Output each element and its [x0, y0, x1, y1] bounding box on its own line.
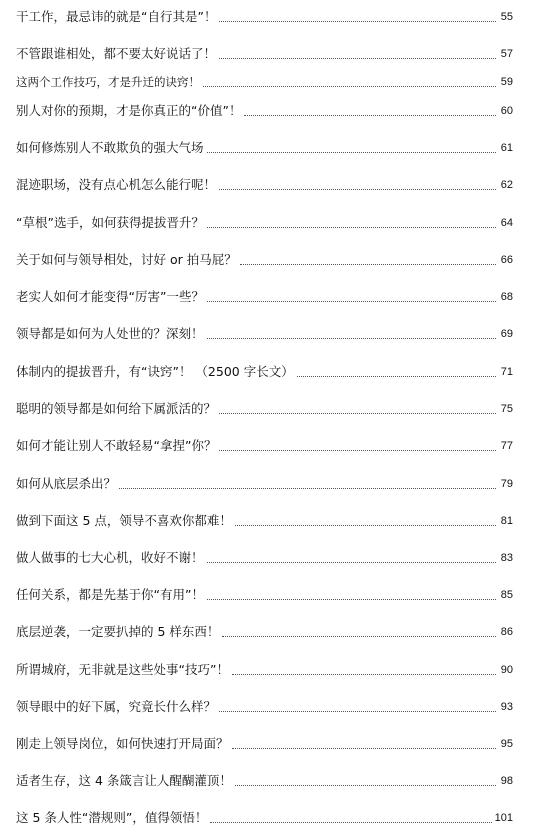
- toc-entry-title: 老实人如何才能变得“厉害”一些？: [16, 289, 204, 304]
- toc-entry-page-number: 60: [500, 105, 513, 117]
- toc-entry[interactable]: [16, 210, 513, 232]
- toc-entry[interactable]: [16, 396, 513, 418]
- toc-entry-page-number: 81: [500, 515, 513, 527]
- toc-entry[interactable]: [16, 284, 513, 306]
- toc-dot-leader: [235, 785, 496, 786]
- toc-entry[interactable]: [16, 545, 513, 567]
- toc-entry[interactable]: [16, 69, 513, 91]
- toc-entry[interactable]: [16, 768, 513, 790]
- toc-entry-title: 别人对你的预期，才是你真正的“价值”！: [16, 103, 242, 118]
- toc-entry-title: 干工作，最忌讳的就是“自行其是”！: [16, 9, 217, 24]
- toc-entry-page-number: 64: [500, 217, 513, 229]
- toc-entry-page-number: 69: [500, 328, 513, 340]
- toc-entry[interactable]: [16, 98, 513, 120]
- toc-entry-page-number: 59: [500, 76, 513, 88]
- toc-entry-page-number: 98: [500, 775, 513, 787]
- toc-entry-title: 做人做事的七大心机，收好不谢！: [16, 550, 204, 565]
- toc-entry[interactable]: [16, 41, 513, 63]
- toc-dot-leader: [207, 599, 496, 600]
- toc-dot-leader: [232, 748, 496, 749]
- toc-entry-title: 做到下面这 5 点，领导不喜欢你都难！: [16, 513, 232, 528]
- toc-entry-title: 聪明的领导都是如何给下属派活的？: [16, 401, 217, 416]
- toc-entry-page-number: 61: [500, 142, 513, 154]
- toc-dot-leader: [207, 562, 496, 563]
- toc-entry-title: 这 5 条人性“潜规则”，值得领悟！: [16, 810, 208, 825]
- toc-dot-leader: [207, 227, 496, 228]
- toc-entry-title: 如何修炼别人不敢欺负的强大气场: [16, 140, 204, 155]
- toc-entry[interactable]: [16, 694, 513, 716]
- toc-entry-page-number: 77: [500, 440, 513, 452]
- toc-entry[interactable]: [16, 135, 513, 157]
- toc-entry-title: 适者生存，这 4 条箴言让人醒醐灌顶！: [16, 773, 232, 788]
- toc-dot-leader: [207, 338, 496, 339]
- toc-entry-page-number: 68: [500, 291, 513, 303]
- toc-entry[interactable]: [16, 247, 513, 269]
- toc-entry[interactable]: [16, 321, 513, 343]
- toc-entry[interactable]: [16, 582, 513, 604]
- toc-dot-leader: [207, 301, 496, 302]
- toc-entry-title: 关于如何与领导相处，讨好 or 拍马屁？: [16, 252, 237, 267]
- toc-dot-leader: [219, 413, 496, 414]
- toc-dot-leader: [210, 822, 491, 823]
- toc-dot-leader: [219, 711, 496, 712]
- toc-entry-title: 如何才能让别人不敢轻易“拿捏”你？: [16, 438, 217, 453]
- toc-entry-page-number: 86: [500, 626, 513, 638]
- toc-dot-leader: [232, 674, 496, 675]
- toc-entry[interactable]: [16, 4, 513, 26]
- toc-entry-page-number: 66: [500, 254, 513, 266]
- toc-entry[interactable]: [16, 805, 513, 827]
- toc-entry[interactable]: [16, 359, 513, 381]
- toc-dot-leader: [219, 450, 496, 451]
- toc-entry[interactable]: [16, 172, 513, 194]
- toc-entry-page-number: 85: [500, 589, 513, 601]
- toc-entry[interactable]: [16, 619, 513, 641]
- toc-dot-leader: [219, 58, 496, 59]
- toc-entry-page-number: 71: [500, 366, 513, 378]
- toc-entry[interactable]: [16, 433, 513, 455]
- toc-entry-page-number: 79: [500, 478, 513, 490]
- toc-dot-leader: [235, 525, 496, 526]
- toc-dot-leader: [207, 152, 496, 153]
- toc-dot-leader: [222, 636, 496, 637]
- toc-dot-leader: [219, 189, 496, 190]
- toc-entry-page-number: 75: [500, 403, 513, 415]
- toc-entry-title: 体制内的提拔晋升，有“诀窍”！ （2500 字长文）: [16, 364, 294, 379]
- toc-entry-title: 混迹职场，没有点心机怎么能行呢！: [16, 177, 217, 192]
- toc-entry-title: 领导眼中的好下属，究竟长什么样？: [16, 699, 217, 714]
- toc-entry[interactable]: [16, 471, 513, 493]
- toc-dot-leader: [244, 115, 496, 116]
- toc-entry-title: 所谓城府，无非就是这些处事“技巧”！: [16, 662, 229, 677]
- toc-entry-page-number: 55: [500, 11, 513, 23]
- toc-entry-title: 不管跟谁相处，都不要太好说话了！: [16, 46, 217, 61]
- toc-entry-title: 刚走上领导岗位，如何快速打开局面？: [16, 736, 229, 751]
- toc-entry-title: 如何从底层杀出？: [16, 476, 117, 491]
- toc-entry-title: 这两个工作技巧，才是升迁的诀窍！: [16, 75, 200, 89]
- toc-dot-leader: [203, 86, 496, 87]
- toc-entry-page-number: 93: [500, 701, 513, 713]
- toc-dot-leader: [297, 376, 496, 377]
- toc-entry-page-number: 62: [500, 179, 513, 191]
- toc-entry-page-number: 83: [500, 552, 513, 564]
- toc-entry-page-number: 101: [494, 812, 513, 824]
- toc-entry-title: 领导都是如何为人处世的？深刻！: [16, 326, 204, 341]
- toc-entry[interactable]: [16, 508, 513, 530]
- toc-entry-page-number: 90: [500, 664, 513, 676]
- toc-entry-title: 底层逆袭，一定要扒掉的 5 样东西！: [16, 624, 220, 639]
- toc-entry[interactable]: [16, 731, 513, 753]
- toc-dot-leader: [219, 21, 496, 22]
- toc-dot-leader: [119, 488, 496, 489]
- toc-entry-title: 任何关系，都是先基于你“有用”！: [16, 587, 204, 602]
- toc-dot-leader: [240, 264, 496, 265]
- toc-entry-page-number: 57: [500, 48, 513, 60]
- toc-entry-page-number: 95: [500, 738, 513, 750]
- toc-entry-title: “草根”选手，如何获得提拔晋升？: [16, 215, 204, 230]
- toc-entry[interactable]: [16, 657, 513, 679]
